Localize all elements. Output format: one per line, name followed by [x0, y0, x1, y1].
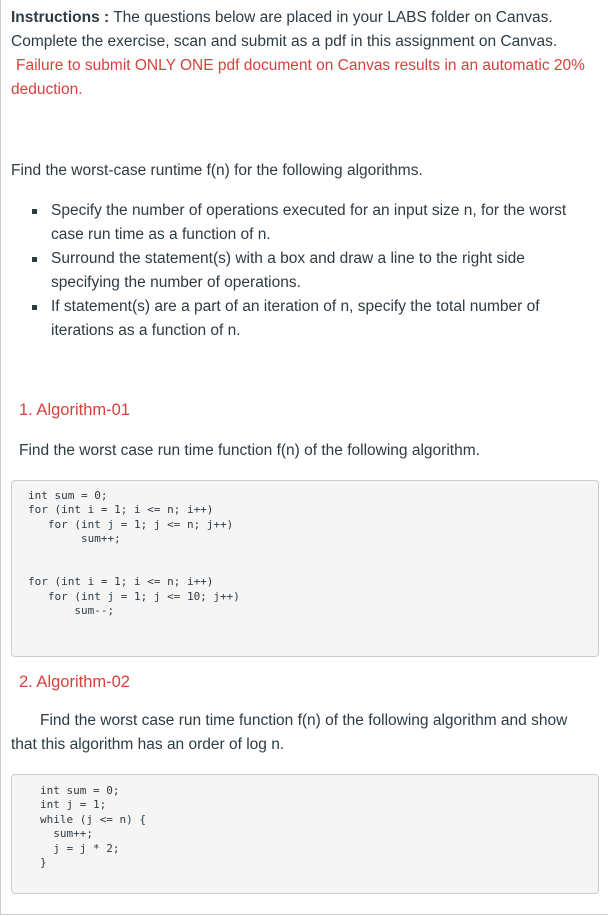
algorithm-02-prompt-line2: that this algorithm has an order of log n. [11, 736, 285, 753]
code-line: sum++; [40, 827, 93, 841]
list-item: Specify the number of operations executed for an input size n, for the worst case run time as a function of n. [30, 199, 590, 247]
code-line: for (int j = 1; j <= 10; j++) [28, 589, 240, 603]
code-line: for (int j = 1; j <= n; j++) [28, 517, 234, 531]
algorithm-01-heading: 1. Algorithm-01 [19, 401, 130, 419]
intro-text: Find the worst-case runtime f(n) for the following algorithms. [11, 162, 423, 179]
code-line: } [40, 855, 47, 869]
code-line: sum--; [28, 604, 115, 618]
algorithm-02-prompt [11, 709, 601, 757]
code-line: int j = 1; [40, 798, 107, 812]
code-line: for (int i = 1; i <= n; i++) [28, 575, 214, 589]
algorithm-02-heading: 2. Algorithm-02 [19, 673, 130, 691]
requirements-list [30, 199, 590, 343]
algorithm-01-code-block [11, 480, 599, 657]
list-item: Surround the statement(s) with a box and draw a line to the right side specifying the number of operations. [30, 247, 590, 295]
code-line: while (j <= n) { [40, 812, 146, 826]
instructions [11, 6, 601, 102]
code-line: sum++; [28, 532, 121, 546]
submission-warning: Failure to submit ONLY ONE pdf document on Canvas results in an automatic 20% deduction. [11, 57, 585, 98]
algorithm-02-prompt-line1: Find the worst case run time function f(n) of the following algorithm and show [40, 712, 568, 729]
algorithm-01-prompt: Find the worst case run time function f(n) of the following algorithm. [19, 442, 480, 459]
code-line: int sum = 0; [40, 784, 120, 797]
code-line [28, 561, 598, 575]
algorithm-02-code-block [11, 774, 599, 894]
list-item: If statement(s) are a part of an iteration of n, specify the total number of iterations as a function of n. [30, 295, 590, 343]
instructions-label: Instructions : [11, 9, 110, 26]
code-line: int sum = 0; [28, 489, 108, 502]
code-line: for (int i = 1; i <= n; i++) [28, 503, 214, 517]
instructions-text: The questions below are placed in your LABS folder on Canvas. Complete the exercise, scan and submit as a pdf in this assignment on Canvas. [11, 9, 558, 50]
code-line: j = j * 2; [40, 841, 120, 855]
code-line [28, 547, 598, 561]
